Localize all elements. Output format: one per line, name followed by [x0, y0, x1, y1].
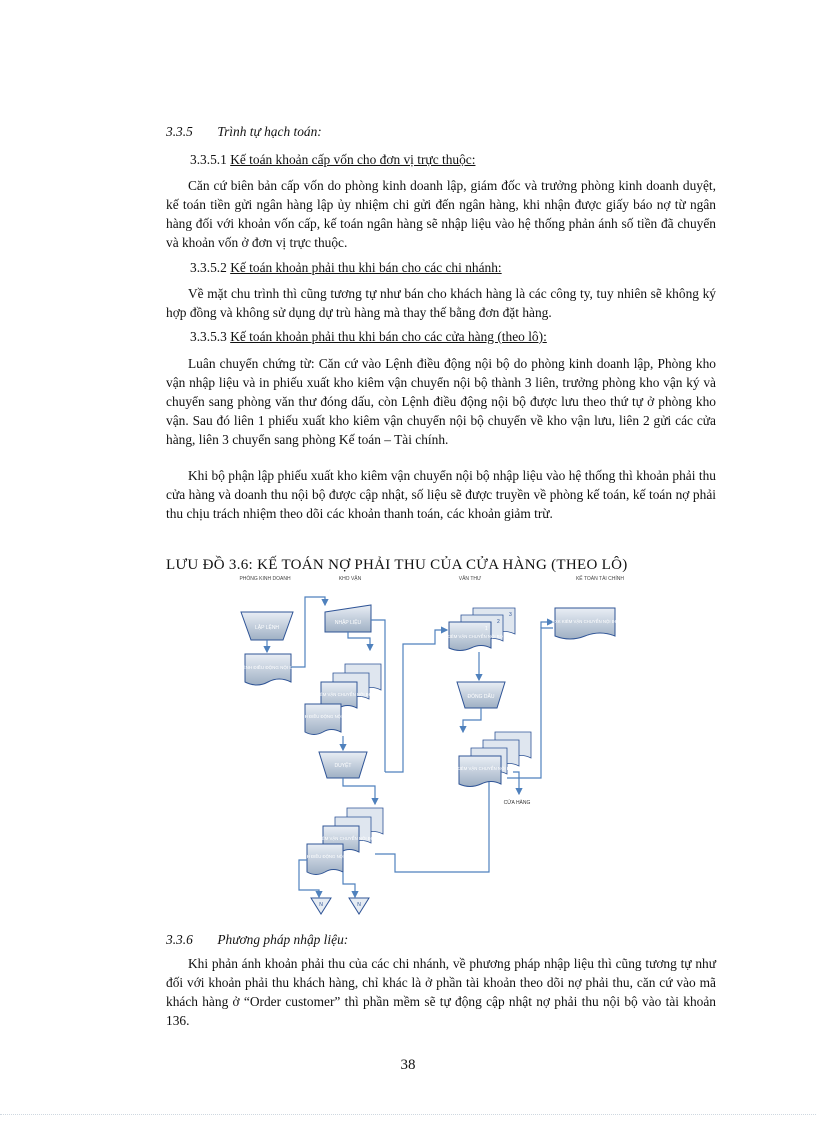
paragraph-text: Khi phản ánh khoản phải thu của các chi nhánh, về phương pháp nhập liệu thì cũng tương tự như đối với khoản phải thu khách hàng, chỉ khác là ở phần tài khoản theo dõi nợ phải thu, căn cứ vào mã khách hàng ở “Order customer” thì phần mềm sẽ tự động cập nhật nợ phải thu nội bộ vào tài khoản 136. [166, 956, 716, 1028]
node-dong-dau [457, 682, 505, 708]
lane-header-admin: VĂN THƯ [458, 576, 482, 582]
section-number: 3.3.5.2 [190, 260, 227, 275]
flow-arrow [291, 597, 325, 667]
flow-arrow [343, 778, 375, 804]
flow-arrow [513, 772, 519, 794]
lane-header-accounting: KẾ TOÁN TÀI CHÍNH [575, 576, 625, 582]
paragraph-capital-allocation [166, 176, 716, 252]
paragraph-system-update [166, 466, 716, 523]
node-lap-lenh [241, 612, 293, 640]
node-label: ĐÓNG DẤU [467, 694, 495, 700]
paragraph-branch-sales [166, 284, 716, 322]
node-label: PXK KIÊM VẬN CHUYỂN NỘI BỘ [306, 692, 372, 697]
node-label: N [319, 902, 323, 908]
node-lenh-dieu-dong-1 [240, 654, 296, 685]
node-label: PXK KIÊM VẬN CHUYỂN NỘI BỘ [437, 634, 503, 639]
flow-arrow [375, 798, 489, 872]
section-3-3-5-heading [166, 122, 322, 141]
flowchart-title: LƯU ĐỒ 3.6: KẾ TOÁN NỢ PHẢI THU CỦA CỬA HÀNG (THEO LÔ) [166, 557, 628, 573]
node-pxk-van-thu-1 [437, 608, 515, 651]
node-duyet [319, 752, 367, 778]
copy-number: 1 [485, 626, 488, 632]
node-label: N [357, 902, 361, 908]
flow-arrow [385, 630, 447, 772]
section-3-3-5-2-heading [190, 258, 502, 277]
section-3-3-5-1-heading [190, 150, 475, 169]
paragraph-document-flow [166, 354, 716, 449]
node-label: DUYỆT [334, 763, 352, 769]
storage-n-1 [311, 898, 331, 914]
section-number: 3.3.5.1 [190, 152, 227, 167]
section-title: Phương pháp nhập liệu: [217, 932, 349, 947]
page-number: 38 [400, 1057, 416, 1073]
node-label: LẬP LỆNH [254, 625, 280, 631]
copy-number: 3 [509, 612, 512, 618]
section-title: Kế toán khoản phải thu khi bán cho các chi nhánh: [230, 260, 502, 275]
flow-arrow [463, 708, 481, 732]
section-title: Kế toán khoản phải thu khi bán cho các cửa hàng (theo lô): [230, 329, 547, 344]
node-label: LỆNH ĐIỀU ĐỘNG NỘI BỘ [296, 714, 350, 719]
node-lenh-dieu-dong-2 [296, 704, 350, 735]
node-pxk-ke-toan [552, 608, 619, 639]
node-label: LỆNH ĐIỀU ĐỘNG NỘI BỘ [298, 854, 352, 859]
node-label: NHẬP LIỆU [334, 620, 362, 626]
section-title: Trình tự hạch toán: [217, 124, 322, 139]
lane-header-warehouse: KHO VẬN [338, 576, 362, 582]
section-3-3-5-3-heading [190, 327, 547, 346]
node-label: PXK KIÊM VẬN CHUYỂN NỘI BỘ [552, 619, 618, 624]
section-number: 3.3.6 [166, 932, 193, 947]
paragraph-data-entry [166, 954, 716, 1030]
flow-arrow [371, 620, 385, 772]
lane-header-business: PHÒNG KINH DOANH [239, 576, 291, 582]
destination-cua-hang: CỬA HÀNG [503, 800, 531, 806]
paragraph-text: Luân chuyển chứng từ: Căn cứ vào Lệnh điều động nội bộ do phòng kinh doanh lập, Phòng kho vận nhập liệu và in phiếu xuất kho kiêm vận chuyển nội bộ thành 3 liên, trưởng phòng kho vận ký và chuyển sang phòng văn thư đóng dấu, còn Lệnh điều động nội bộ được lưu theo thứ tự ở phòng kho vận. Sau đó liên 1 phiếu xuất kho kiêm vận chuyển nội bộ chuyển về kho vận lưu, liên 2 gửi các cửa hàng, liên 3 chuyển sang phòng Kế toán – Tài chính. [166, 356, 716, 447]
flow-arrow [343, 872, 355, 897]
paragraph-text: Khi bộ phận lập phiếu xuất kho kiêm vận chuyển nội bộ nhập liệu vào hệ thống thì khoản phải thu cửa hàng và doanh thu nội bộ được cập nhật, số liệu sẽ được truyền về phòng kế toán, kế toán nợ phải thu chịu trách nhiệm theo dõi các khoản thanh toán, các khoản giảm trừ. [166, 468, 716, 521]
storage-n-2 [349, 898, 369, 914]
paragraph-text: Về mặt chu trình thì cũng tương tự như bán cho khách hàng là các công ty, tuy nhiên sẽ không ký hợp đồng và không sử dụng dự trù hàng mà thay thế bằng đơn đặt hàng. [166, 286, 716, 320]
page-bottom-border [0, 1114, 816, 1115]
copy-number: 2 [497, 619, 500, 625]
section-3-3-6-heading [166, 930, 348, 949]
node-label: PXK KIÊM VẬN CHUYỂN NỘI BỘ [308, 836, 374, 841]
node-label: PXK KIÊM VẬN CHUYỂN NỘI BỘ [447, 766, 513, 771]
flowchart [215, 572, 655, 922]
section-title: Kế toán khoản cấp vốn cho đơn vị trực thuộc: [230, 152, 476, 167]
section-number: 3.3.5.3 [190, 329, 227, 344]
paragraph-text: Căn cứ biên bản cấp vốn do phòng kinh doanh lập, giám đốc và trưởng phòng kinh doanh duyệt, kế toán tiền gửi ngân hàng lập ủy nhiệm chi gửi đến ngân hàng, khi nhận được giấy báo nợ từ ngân hàng đối với khoản vốn cấp, kế toán ngân hàng sẽ nhập liệu vào hệ thống phản ánh số tiền đã chuyển và khoản vốn ở đơn vị trực thuộc. [166, 178, 716, 250]
flow-arrow [348, 632, 370, 650]
section-number: 3.3.5 [166, 124, 193, 139]
node-nhap-lieu [325, 605, 371, 632]
node-label: LỆNH ĐIỀU ĐỘNG NỘI BỘ [240, 665, 296, 670]
